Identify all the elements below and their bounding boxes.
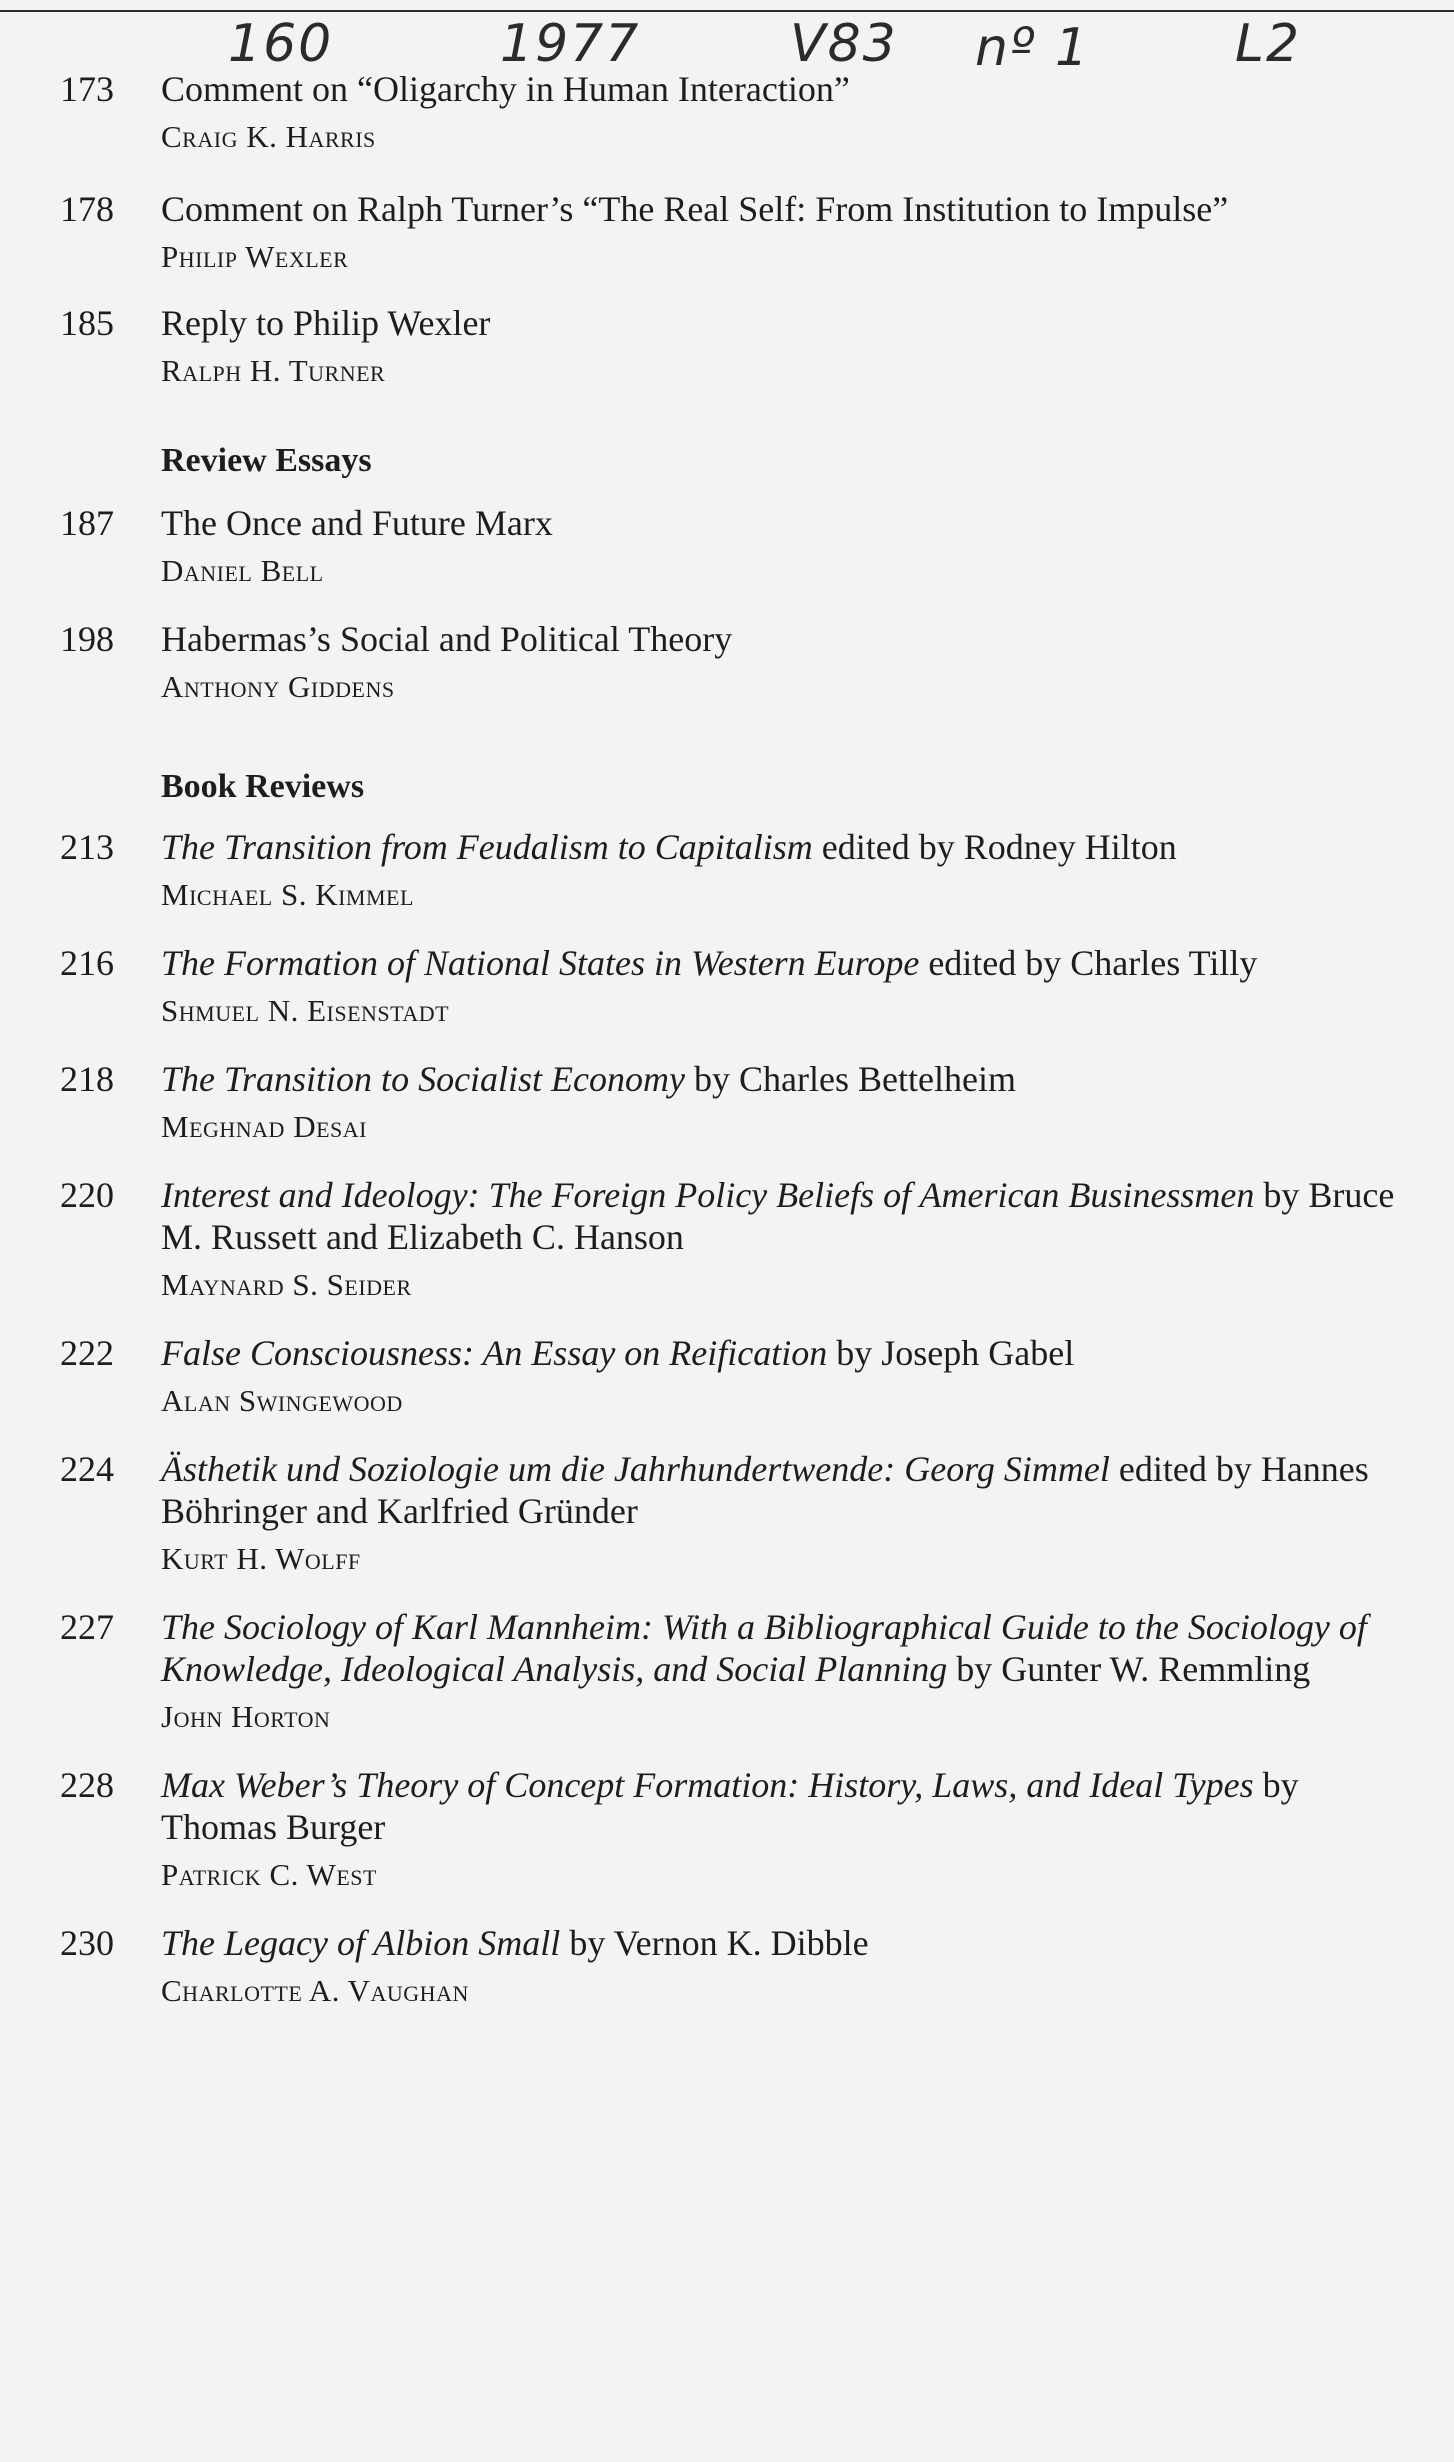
- entry-title: [161, 826, 1400, 868]
- handwritten-note: V83: [790, 14, 898, 74]
- book-credit: by Gunter W. Remmling: [947, 1649, 1311, 1689]
- book-title: Ästhetik und Soziologie um die Jahrhundertwende: Georg Simmel: [161, 1449, 1110, 1489]
- entry-author: Patrick C. West: [161, 1857, 377, 1892]
- section-heading-book-reviews: Book Reviews: [161, 768, 365, 805]
- entry-author: Maynard S. Seider: [161, 1267, 412, 1302]
- toc-entry: [60, 68, 1400, 158]
- entry-author: Daniel Bell: [161, 553, 324, 588]
- entry-author: Philip Wexler: [161, 239, 349, 274]
- handwritten-note: 160: [228, 14, 334, 74]
- book-credit: by Bruce M. Russett and Elizabeth C. Hanson: [161, 1175, 1395, 1257]
- page-number: 218: [60, 1059, 114, 1099]
- book-title: Interest and Ideology: The Foreign Policy Beliefs of American Businessmen: [161, 1175, 1255, 1215]
- page-number: 216: [60, 943, 114, 983]
- entry-author: Meghnad Desai: [161, 1109, 367, 1144]
- entry-author: Kurt H. Wolff: [161, 1541, 361, 1576]
- page-number: 222: [60, 1333, 114, 1373]
- page-number: 220: [60, 1175, 114, 1215]
- book-title: The Sociology of Karl Mannheim: With a Bibliographical Guide to the Sociology of Knowledge, Ideological Analysis, and Social Planning: [161, 1607, 1367, 1689]
- toc-entry: [60, 1448, 1400, 1580]
- book-title: The Legacy of Albion Small: [161, 1923, 561, 1963]
- book-credit: by Thomas Burger: [161, 1765, 1299, 1847]
- toc-entry: [60, 1764, 1400, 1896]
- toc-entry: [60, 1606, 1400, 1738]
- entry-author: Charlotte A. Vaughan: [161, 1973, 469, 2008]
- entry-author: John Horton: [161, 1699, 331, 1734]
- entry-title: [161, 1448, 1400, 1532]
- toc-entry: [60, 942, 1400, 1032]
- toc-entry: [60, 502, 1400, 592]
- entry-author: Alan Swingewood: [161, 1383, 403, 1418]
- book-credit: edited by Charles Tilly: [919, 943, 1258, 983]
- page-number: 173: [60, 69, 114, 109]
- entry-title: Habermas’s Social and Political Theory: [161, 619, 733, 659]
- page-number: 224: [60, 1449, 114, 1489]
- entry-author: Shmuel N. Eisenstadt: [161, 993, 450, 1028]
- entry-author: Anthony Giddens: [161, 669, 395, 704]
- section-heading-review-essays: Review Essays: [161, 442, 372, 479]
- entry-author: Ralph H. Turner: [161, 353, 386, 388]
- handwritten-note: 1977: [500, 14, 641, 74]
- table-of-contents: [60, 62, 1400, 2012]
- page-number: 187: [60, 503, 114, 543]
- entry-title: [161, 1606, 1400, 1690]
- toc-entry: [60, 188, 1400, 278]
- toc-entry: [60, 1922, 1400, 2012]
- toc-entry: [60, 618, 1400, 708]
- toc-entry: [60, 1058, 1400, 1148]
- toc-entry: [60, 1174, 1400, 1306]
- book-title: Max Weber’s Theory of Concept Formation: History, Laws, and Ideal Types: [161, 1765, 1254, 1805]
- toc-entry: [60, 826, 1400, 916]
- page-number: 178: [60, 189, 114, 229]
- top-edge-rule: [0, 0, 1454, 12]
- book-credit: edited by Hannes Böhringer and Karlfried Gründer: [161, 1449, 1369, 1531]
- book-credit: by Charles Bettelheim: [685, 1059, 1016, 1099]
- book-title: The Transition to Socialist Economy: [161, 1059, 686, 1099]
- entry-title: Comment on Ralph Turner’s “The Real Self: From Institution to Impulse”: [161, 189, 1229, 229]
- entry-title: [161, 1174, 1400, 1258]
- page-number: 198: [60, 619, 114, 659]
- page-number: 213: [60, 827, 114, 867]
- page-number: 185: [60, 303, 114, 343]
- entry-title: Comment on “Oligarchy in Human Interaction”: [161, 69, 850, 109]
- toc-entry: [60, 1332, 1400, 1422]
- entry-title: [161, 1922, 1400, 1964]
- entry-title: Reply to Philip Wexler: [161, 303, 491, 343]
- entry-title: [161, 942, 1400, 984]
- page-number: 228: [60, 1765, 114, 1805]
- handwritten-note: nº 1: [975, 18, 1091, 78]
- page-number: 230: [60, 1923, 114, 1963]
- toc-entry: [60, 302, 1400, 392]
- book-title: The Formation of National States in Western Europe: [161, 943, 920, 983]
- page-number: 227: [60, 1607, 114, 1647]
- book-credit: by Joseph Gabel: [827, 1333, 1075, 1373]
- entry-author: Craig K. Harris: [161, 119, 376, 154]
- entry-title: [161, 1332, 1400, 1374]
- handwritten-note: L2: [1235, 14, 1302, 74]
- book-title: The Transition from Feudalism to Capitalism: [161, 827, 813, 867]
- entry-title: The Once and Future Marx: [161, 503, 553, 543]
- entry-author: Michael S. Kimmel: [161, 877, 414, 912]
- book-credit: edited by Rodney Hilton: [812, 827, 1177, 867]
- entry-title: [161, 1058, 1400, 1100]
- book-credit: by Vernon K. Dibble: [560, 1923, 869, 1963]
- book-title: False Consciousness: An Essay on Reification: [161, 1333, 828, 1373]
- entry-title: [161, 1764, 1400, 1848]
